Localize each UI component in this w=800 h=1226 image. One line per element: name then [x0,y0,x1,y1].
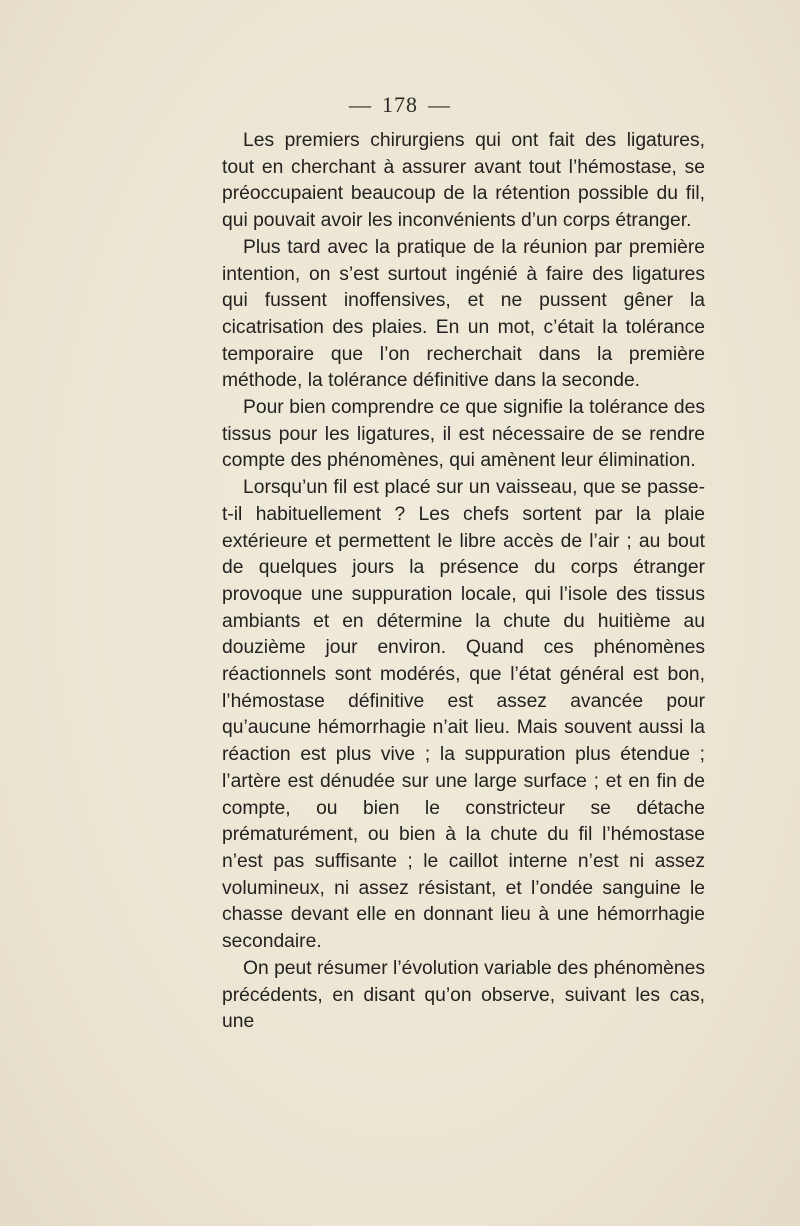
body-text [222,128,705,1036]
right-dash: — [428,92,451,117]
paragraph-5: On peut résumer l’évolution variable des phénomènes précédents, en disant qu’on observe, suivant les cas, une [222,957,705,1033]
paragraph-4: Lorsqu’un fil est placé sur un vaisseau, que se passe-t-il habituellement ? Les chefs sortent par la plaie extérieure et permettent le libre accès de l’air ; au bout de quelques jours la présence du corps étranger provoque une suppuration locale, qui l’isole des tissus ambiants et en détermine la chute du huitième au douzième jour environ. Quand ces phénomènes réactionnels sont modérés, que l’état général est bon, l’hémostase définitive est assez avancée pour qu’aucune hémorrhagie n’ait lieu. Mais souvent aussi la réaction est plus vive ; la suppuration plus étendue ; l’artère est dénudée sur une large surface ; et en fin de compte, ou bien le constricteur se détache prématurément, ou bien à la chute du fil l’hémostase n’est pas suffisante ; le caillot interne n’est ni assez volumineux, ni assez résistant, et l’ondée sanguine le chasse devant elle en donnant lieu à une hémorrhagie secondaire. [222,477,705,953]
left-dash: — [349,92,372,117]
paragraph-1: Les premiers chirurgiens qui ont fait des ligatures, tout en cherchant à assurer avant tout l’hémostase, se préoccupaient beaucoup de la rétention possible du fil, qui pouvait avoir les inconvénients d’un corps étranger. [222,130,705,232]
page-number: 178 [382,92,418,117]
page-number-header [0,92,800,118]
paragraph-2: Plus tard avec la pratique de la réunion par première intention, on s’est surtout ingénié à faire des ligatures qui fussent inoffensives, et ne pussent gêner la cicatrisation des plaies. En un mot, c’était la tolérance temporaire que l’on recherchait dans la première méthode, la tolérance définitive dans la seconde. [222,236,705,392]
paragraph-3: Pour bien comprendre ce que signifie la tolérance des tissus pour les ligatures, il est nécessaire de se rendre compte des phénomènes, qui amènent leur élimination. [222,397,705,472]
